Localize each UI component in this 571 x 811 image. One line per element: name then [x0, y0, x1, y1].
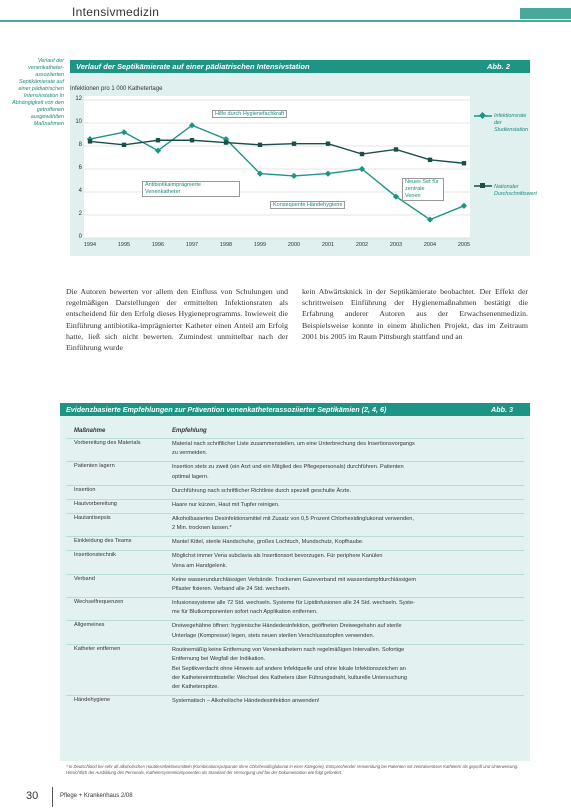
x-tick-label: 1997	[185, 242, 199, 248]
table-cell-recommendation: Alkoholbasiertes Desinfektionsmittel mit Zusatz von 0,5 Prozent Chlorhexidinglukonat verwenden,	[172, 515, 414, 522]
table-cell-recommendation: Pflaster fixieren. Verband alle 24 Std. wechseln.	[172, 586, 291, 592]
table-cell-measure: Verband	[74, 575, 95, 582]
data-point-national	[292, 142, 296, 146]
table-row-divider	[66, 438, 524, 439]
data-point-national	[462, 161, 466, 165]
table-row-divider	[66, 620, 524, 621]
table-cell-recommendation: der Kathetereintrittsstelle: Wechsel des Katheters über Führungsdraht, kulturelle Untersuchung	[172, 675, 407, 681]
y-tick-label: 4	[78, 188, 82, 194]
table-cell-measure: Wechselfrequenzen	[74, 599, 124, 605]
x-tick-label: 1995	[117, 242, 131, 248]
annotation-new-set: Neues Set für zentrale Venen	[402, 178, 444, 201]
body-text-right: kein Abwärtsknick in der Septikämierate beobachtet. Der Effekt der schrittweisen Einführung der Hygienemaßnahmen bestätigt die Erfahrung anderer Autoren aus der Erwachsenenmedizin. Beispielsweise konnte in einem ähnlichen Projekt, das im Zeitraum 2001 bis 2005 im Raum Pittsburgh stattfand und an	[302, 287, 528, 341]
page-number: 30	[26, 790, 39, 802]
data-point-national	[190, 138, 194, 142]
x-tick-label: 1996	[151, 242, 165, 248]
table-cell-recommendation: der Katheterspitze.	[172, 684, 219, 691]
table-cell-recommendation: Mantel Kittel, sterile Handschuhe, großes Lochtuch, Mundschutz, Kopfhaube.	[172, 539, 364, 546]
table-row-divider	[66, 499, 524, 500]
x-tick-label: 2003	[389, 242, 403, 248]
table-cell-recommendation: Routinemäßig keine Entfernung von Venenkathetern nach regelmäßigen Intervallen. Sofortige	[172, 646, 405, 653]
table-row-divider	[66, 644, 524, 645]
table-cell-recommendation: Material nach schriftlicher Liste zusammenstellen, um eine Unterbrechung des Insertionsvorgangs	[172, 441, 415, 447]
x-tick-label: 2002	[355, 242, 369, 248]
figure-title: Verlauf der Septikämierate auf einer pädiatrischen Intensivstation	[76, 62, 310, 71]
y-tick-label: 8	[78, 142, 82, 148]
table-footnote: * In Deutschland bei sehr alt alkoholischen Hautdesinfektionsmitteln (Kombinationspräparate ohne Chlorhexidinglukonat in einer Kategorie). Entsprechender Verwendung bei Patienten mit zentralvenösen Kathetern als geprüft und Unterweisung. Hinsichtlich der Ausbildung des Personals, Kathetersystemkomponenten als Standard der Versorgung und bei der Dokumentation wie folgt gefordert.	[66, 764, 519, 775]
table-row-divider	[66, 574, 524, 575]
table-cell-recommendation: Unterlage (Kompresse) legen, stets neuen sterilen Verschlussstopfen verwenden.	[172, 632, 375, 639]
table-cell-measure: Vorbereitung des Materials	[74, 440, 141, 446]
table-cell-recommendation: Bei Septikverdacht ohne Hinweis auf andere Infektquelle und ohne lokale Infektionszeichen an	[172, 665, 406, 672]
figure-number: Abb. 2	[487, 62, 510, 71]
table-cell-recommendation: Infusionssysteme alle 72 Std. wechseln. Systeme für Lipidinfusionen alle 24 Std. wechseln. Syste-	[172, 600, 415, 606]
x-tick-label: 2000	[287, 242, 301, 248]
table-cell-recommendation: me für Blutkomponenten sofort nach Applikation entfernen.	[172, 609, 318, 616]
legend-marker-study	[474, 112, 492, 120]
x-tick-label: 1998	[219, 242, 233, 248]
table-cell-recommendation: Entfernung bei Wegfall der Indikation.	[172, 656, 266, 663]
data-point-national	[360, 152, 364, 156]
body-text-left: Die Autoren bewerten vor allem den Einfluss von Schulungen und regelmäßigen Darstellungen der ermittelten Infektionsraten als entscheidend für den Erfolg dieses Hygieneprogramms. Inwieweit die Einführung antibiotika-imprägnierter Katheter einen Anteil am Erfolg hatte, ließ sich nicht bewerten. Zumindest unmittelbar nach der Einführung wurde	[66, 287, 288, 353]
data-point-national	[88, 139, 92, 143]
table-cell-recommendation: Möglichst immer Vena subclavia als Insertionsort bevorzugen. Für periphere Kanülen	[172, 553, 383, 560]
table-cell-recommendation: Keine wasserundurchlässigen Verbände. Trockenen Gazeverband mit wasserdampfdurchlässigem	[172, 576, 417, 583]
legend-national-average: Nationaler Durchschnittswert	[494, 184, 537, 197]
y-tick-label: 6	[78, 165, 82, 171]
table-cell-measure: Allgemeines	[74, 622, 105, 629]
table-cell-recommendation: Durchführung nach schriftlicher Richtlinie durch speziell geschulte Ärzte.	[172, 487, 352, 494]
table-cell-recommendation: Dreiwegehähne öffnen: hygienische Händedesinfektion, geöffneten Dreiwegehahn auf sterile	[172, 623, 402, 630]
table-cell-measure: Insertionstechnik	[74, 552, 116, 559]
table-cell-measure: Einkleidung des Teams	[74, 538, 132, 545]
y-tick-label: 10	[75, 119, 82, 125]
table-cell-measure: Katheter entfernen	[74, 645, 121, 652]
x-tick-label: 2004	[423, 242, 437, 248]
table-row-divider	[66, 695, 524, 696]
column-header-measure: Maßnahme	[74, 428, 106, 434]
legend-marker-national	[474, 182, 492, 190]
x-tick-label: 2005	[457, 242, 471, 248]
y-tick-label: 2	[78, 211, 82, 217]
margin-caption: Verlauf der venenkatheter-assoziierten Septikämierate auf einer pädiatrischen Intensivstation in Abhängigkeit von den getroffenen ausgewählten Maßnahmen	[12, 58, 64, 127]
table-cell-recommendation: Systematisch – Alkoholische Händedesinfektion anwenden!	[172, 698, 320, 705]
annotation-hygiene-expert: Hilfe durch Hygienefachkraft	[212, 110, 287, 118]
table-number: Abb. 3	[491, 405, 513, 414]
table-cell-recommendation: Vena am Handgelenk.	[172, 562, 228, 569]
table-cell-recommendation: 2 Min. trocknen lassen.*	[172, 525, 232, 532]
y-tick-label: 0	[78, 234, 82, 240]
data-point-national	[258, 143, 262, 147]
journal-name: Pflege + Krankenhaus 2/08	[60, 793, 133, 799]
table-cell-measure: Patienten lagern	[74, 463, 115, 470]
y-tick-label: 12	[75, 96, 82, 102]
data-point-national	[326, 142, 330, 146]
data-point-national	[156, 138, 160, 142]
data-point-national	[122, 143, 126, 147]
table-row-divider	[66, 461, 524, 462]
data-point-national	[394, 147, 398, 151]
table-row-divider	[66, 485, 524, 486]
data-point-national	[224, 140, 228, 144]
table-title: Evidenzbasierte Empfehlungen zur Prävention venenkatheterassoziierter Septikämien (2, 4, 6)	[66, 405, 387, 414]
table-cell-recommendation: optimal lagern.	[172, 473, 209, 480]
table-row-divider	[66, 550, 524, 551]
x-tick-label: 1999	[253, 242, 267, 248]
x-tick-label: 1994	[83, 242, 97, 248]
table-cell-measure: Händehygiene	[74, 697, 111, 704]
annotation-antibiotic-catheter: Antibiotikaimprägnierte Venenkatheter	[142, 181, 240, 197]
legend-study-station: Infektionsrate der Studienstation	[494, 113, 529, 133]
table-row-divider	[66, 536, 524, 537]
table-cell-recommendation: Haare nur kürzen, Haut mit Tupfer reinigen.	[172, 501, 280, 508]
table-row-divider	[66, 513, 524, 514]
footer-rule	[52, 787, 53, 807]
table-row-divider	[66, 597, 524, 598]
y-axis-label: Infektionen pro 1 000 Kathetertage	[70, 86, 163, 92]
column-header-recommendation: Empfehlung	[172, 428, 207, 434]
table-cell-measure: Insertion	[74, 486, 96, 493]
table-cell-recommendation: Insertion stets zu zweit (ein Arzt und ein Mitglied des Pflegepersonals) durchführen. Patienten	[172, 464, 404, 471]
annotation-hand-hygiene: Konsequente Händehygiene	[270, 201, 345, 209]
header-rule	[0, 20, 571, 22]
data-point-national	[428, 158, 432, 162]
table-cell-recommendation: zu vermeiden.	[172, 450, 208, 457]
section-title: Intensivmedizin	[72, 5, 160, 19]
header-accent-block	[520, 8, 571, 19]
table-cell-measure: Hautvorbereitung	[74, 500, 117, 507]
x-tick-label: 2001	[321, 242, 335, 248]
table-cell-measure: Hautantisepsis	[74, 514, 111, 521]
